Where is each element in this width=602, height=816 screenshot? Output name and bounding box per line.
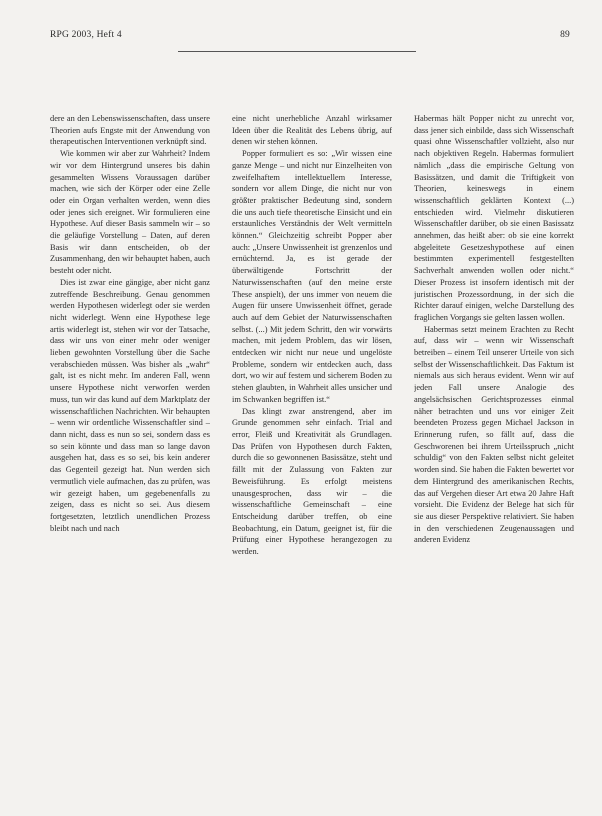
paragraph: Popper formuliert es so: „Wir wissen eine ganze Menge – und nicht nur Einzelheiten von zweifelhaftem intellektuellem Interesse, sondern vor allem Dinge, die nicht nur von größter praktischer Bedeutung sind, sondern die uns auch tiefe theoretische Einsicht und ein erstaunliches Verständnis der Welt vermitteln können.“ Gleichzeitig schreibt Popper aber auch: „Unsere Unwissenheit ist grenzenlos und ernüchternd. Ja, es ist gerade der überwältigende Fortschritt der Naturwissenschaften (auf den meine erste These anspielt), der uns immer von neuem die Augen für unsere Unwissenheit öffnet, gerade auch auf dem Gebiet der Naturwissenschaften selbst. (...) Mit jedem Schritt, den wir vorwärts machen, mit jedem Problem, das wir lösen, entdecken wir nicht nur neue und ungelöste Probleme, sondern wir entdecken auch, dass dort, wo wir auf festem und sicherem Boden zu stehen glaubten, in Wahrheit alles unsicher und im Schwanken begriffen ist.“	[232, 149, 392, 404]
text-columns	[50, 113, 574, 773]
page-number: 89	[560, 30, 570, 40]
header-rule	[178, 51, 416, 52]
paragraph: Wie kommen wir aber zur Wahrheit? Indem wir vor dem Hintergrund unseres bis dahin gesammelten Wissens Voraussagen darüber machen, wie sich der Körper oder eine Zelle oder ein Organ verhalten werden, wenn dies oder jenes sich ereignet. Wir formulieren eine Hypothese. Auf dieser Basis sammeln wir – so die geläufige Vorstellung – Daten, auf deren Basis wir dann entscheiden, ob der Zusammenhang, den wir behauptet haben, auch besteht oder nicht.	[50, 149, 210, 276]
paragraph: Dies ist zwar eine gängige, aber nicht ganz zutreffende Beschreibung. Genau genommen werden Hypothesen widerlegt oder sie werden nicht widerlegt. Wenn eine Hypothese lege artis widerlegt ist, stehen wir vor der Tatsache, dass wir uns von einer mehr oder weniger lieben gewohnten Vorstellung über die Sache verabschieden müssen. Was bisher als „wahr“ galt, ist es nicht mehr. Im anderen Fall, wenn unsere Hypothese nicht verworfen werden muss, tun wir das kund auf dem Marktplatz der wissenschaftlichen Nachrichten. Wir behaupten – wenn wir ordentliche Wissenschaftler sind – dann nicht, dass es nun so sei, sondern dass es so sein könnte und dass man so lange davon ausgehen hat, dass es so sei, bis kein anderer das Gegenteil gezeigt hat. Nun werden sich vermutlich viele aufmachen, das zu prüfen, was wir gezeigt haben, um gegebenenfalls zu zeigen, dass es nicht so sei. Aus diesem fortgesetzten, letztlich unendlichen Prozess bleibt nach und nach	[50, 277, 210, 533]
paragraph: eine nicht unerhebliche Anzahl wirksamer Ideen über die Realität des Lebens übrig, auf denen wir stehen können.	[232, 114, 392, 147]
paragraph: dere an den Lebenswissenschaften, dass unsere Theorien aufs Engste mit der Anwendung von therapeutischen Interventionen verknüpft sind.	[50, 114, 210, 147]
paragraph: Habermas hält Popper nicht zu unrecht vor, dass jener sich einbilde, dass sich Wissenschaft quasi ohne Wissenschaftler vollzieht, also nur nach objektiven Regeln. Habermas formuliert nämlich „dass die empirische Geltung von Basissätzen, und damit die Triftigkeit von Theorien, keineswegs in einem wissenschaftlich geklärten Kontext (...) entschieden wird. Vielmehr diskutieren Wissenschaftler darüber, ob sie einen Basissatz annehmen, das heißt aber: ob sie eine korrekt abgeleitete Gesetzeshypothese auf einen bestimmten experimentell festgestellten Sachverhalt anwenden wollen oder nicht.“ Dieser Prozess ist insofern identisch mit der juristischen Prozessordnung, in der sich die Richter darauf einigen, welche Darstellung des fraglichen Vorgangs sie gelten lassen wollen.	[414, 114, 574, 322]
journal-reference: RPG 2003, Heft 4	[50, 30, 122, 40]
text-column-3	[414, 113, 574, 773]
paragraph: Das klingt zwar anstrengend, aber im Grunde genommen sehr einfach. Trial and error, Fleiß und Kreativität als Grundlagen. Das Prüfen von Hypothesen durch Fakten, durch die so gewonnenen Basissätze, steht und fällt mit der Zulassung von Fakten zur Beweisführung. Es erfolgt meistens unausgesprochen, dass wir – die wissenschaftliche Gemeinschaft – eine Entscheidung darüber treffen, ob eine Beobachtung, ein Datum, geeignet ist, für die Prüfung einer Hypothese herangezogen zu werden.	[232, 406, 392, 557]
text-column-1	[50, 113, 210, 773]
text-column-2	[232, 113, 392, 773]
paragraph: Habermas setzt meinem Erachten zu Recht auf, dass wir – wenn wir Wissenschaft betreiben – einem Teil unserer Urteile von sich selbst der Wissenschaftlichkeit. Das Faktum ist niemals aus sich heraus evident. Wenn wir auf jeden Fall unsere Analogie des angelsächsischen Gerichtsprozesses einmal näher betrachten und uns vor einiger Zeit beendeten Prozess gegen Michael Jackson in Erinnerung rufen, so fällt auf, dass die Geschworenen bei ihrem Urteilsspruch „nicht schuldig“ von den Fakten selbst nicht geleitet worden sind. Sie haben die Fakten bewertet vor dem Hintergrund des amerikanischen Rechts, das auf Vergehen dieser Art etwa 20 Jahre Haft vorsieht. Die Evidenz der Belege hat sich für sie aus dieser Perspektive relativiert. Sie haben in den verschiedenen Zeugenaussagen und anderen Evidenz	[414, 324, 574, 545]
